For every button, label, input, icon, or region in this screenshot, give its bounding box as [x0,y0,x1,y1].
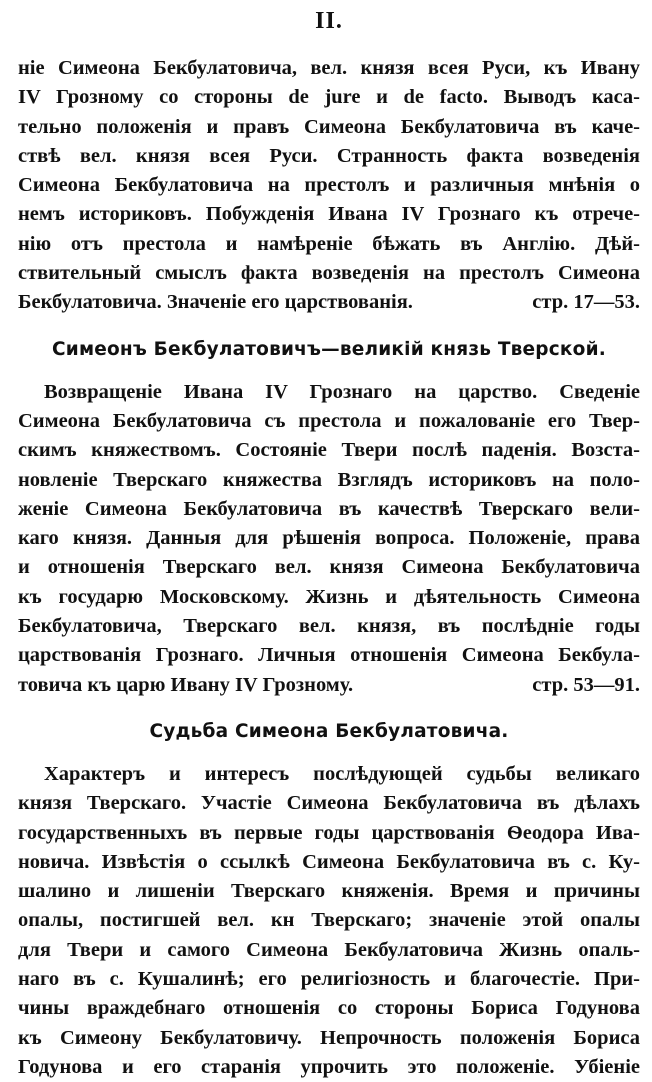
spacer [18,748,640,760]
paragraph-line: наго въ с. Кушалинѣ; его религіозность и благочестіе. При- [18,968,640,991]
paragraph-line: къ государю Московскому. Жизнь и дѣятельность Симеона [18,585,640,608]
page-range: стр. 17—53. [532,291,640,314]
line-text: товича къ царю Ивану IV Грозному. [18,673,354,696]
spacer [18,318,640,334]
paragraph-line: Бекбулатовича, Тверскаго вел. князя, въ послѣдніе годы [18,615,640,638]
paragraph-line: государственныхъ въ первые годы царствованія Ѳеодора Ива- [18,821,640,844]
paragraph-line: новича. Извѣстія о ссылкѣ Симеона Бекбулатовича въ с. Ку- [18,850,640,873]
paragraph-line: царствованія Грознаго. Личныя отношенія Симеона Бекбула- [18,644,640,667]
summary-paragraph [18,378,640,700]
paragraph-line: тельно положенія и правъ Симеона Бекбулатовича въ каче- [18,115,640,138]
paragraph-line: немъ историковъ. Побужденія Ивана IV Грознаго къ отрече- [18,203,640,226]
page-range: стр. 53—91. [532,673,640,696]
summary-paragraph [18,760,640,1082]
section-heading: Симеонъ Бекбулатовичъ—великій князь Тверской. [52,338,606,360]
summary-paragraph [18,54,640,318]
page-number: II. [315,8,343,34]
table-of-contents [18,54,640,1082]
paragraph-line: ніе Симеона Бекбулатовича, вел. князя всея Руси, къ Ивану [18,57,640,79]
paragraph-line: Возвращеніе Ивана IV Грознаго на царство. Сведеніе [44,380,640,403]
paragraph-line: скимъ княжествомъ. Состояніе Твери послѣ паденія. Возста- [18,439,640,462]
paragraph-line: IV Грозному со стороны de jure и de facto. Выводъ каса- [18,86,640,109]
paragraph-line: нію отъ престола и намѣреніе бѣжать въ Англію. Дѣй- [18,232,640,255]
spacer [18,366,640,378]
paragraph-line: къ Симеону Бекбулатовичу. Непрочность положенія Бориса [18,1026,640,1049]
paragraph-line: шалино и лишеніи Тверскаго княженія. Время и причины [18,880,640,903]
paragraph-line: женіе Симеона Бекбулатовича въ качествѣ Тверскаго вели- [18,497,640,520]
paragraph-line: каго князя. Данныя для рѣшенія вопроса. Положеніе, права [18,527,640,550]
section-heading: Судьба Симеона Бекбулатовича. [149,720,509,742]
paragraph-line: Симеона Бекбулатовича съ престола и пожалованіе его Твер- [18,409,640,432]
paragraph-line: ствительный смыслъ факта возведенія на престолъ Симеона [18,262,640,285]
paragraph-line: опалы, постигшей вел. кн Тверскаго; значеніе этой опалы [18,909,640,932]
paragraph-line: для Твери и самого Симеона Бекбулатовича Жизнь опаль- [18,938,640,961]
paragraph-line: и отношенія Тверскаго вел. князя Симеона Бекбулатовича [18,556,640,579]
paragraph-line: Годунова и его старанія упрочить это положеніе. Убіеніе [18,1055,640,1078]
spacer [18,700,640,716]
paragraph-last-line [18,671,640,700]
paragraph-line: ствѣ вел. князя всея Руси. Странность факта возведенія [18,144,640,167]
paragraph-line: Характеръ и интересъ послѣдующей судьбы великаго [44,762,640,785]
paragraph-line: новленіе Тверскаго княжества Взглядъ историковъ на поло- [18,468,640,491]
paragraph-line: Симеона Бекбулатовича на престолъ и различныя мнѣнія о [18,174,640,197]
line-text: Бекбулатовича. Значеніе его царствованія. [18,291,413,314]
paragraph-line: чины враждебнаго отношенія со стороны Бориса Годунова [18,997,640,1020]
paragraph-line: князя Тверскаго. Участіе Симеона Бекбулатовича въ дѣлахъ [18,792,640,815]
paragraph-last-line [18,288,640,317]
